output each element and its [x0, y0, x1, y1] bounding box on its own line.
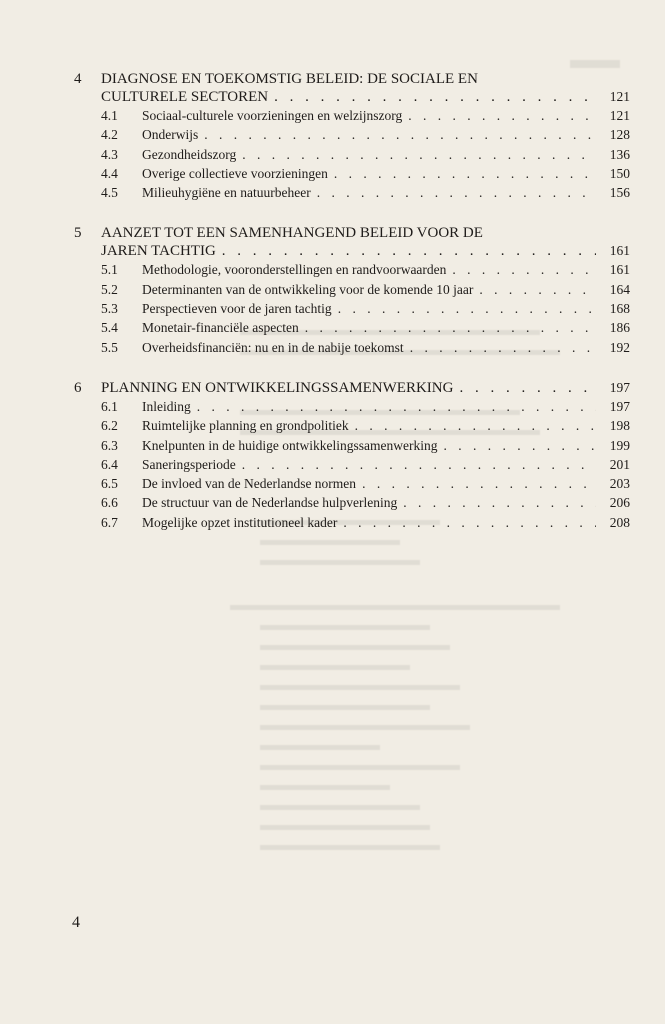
- section-page: 198: [609, 418, 630, 434]
- chapter-number: 5: [74, 225, 82, 242]
- section-title: Saneringsperiode: [142, 456, 236, 472]
- toc-entry: [74, 513, 630, 532]
- toc-entry: [74, 493, 630, 512]
- dot-leader: [198, 125, 596, 144]
- section-number: 6.7: [101, 514, 118, 530]
- section-title: Onderwijs: [142, 127, 199, 143]
- section-page: 168: [609, 301, 630, 317]
- section-page: 208: [609, 514, 630, 530]
- section-page: 203: [609, 476, 630, 492]
- chapter-page: 197: [609, 379, 630, 395]
- toc-entry: [74, 299, 630, 318]
- chapter-title-line1: AANZET TOT EEN SAMENHANGEND BELEID VOOR DE: [101, 225, 483, 242]
- section-number: 4.5: [101, 185, 118, 201]
- section-number: 6.6: [101, 495, 118, 511]
- section-title: Methodologie, vooronderstellingen en randvoorwaarden: [142, 262, 447, 278]
- section-page: 156: [609, 185, 630, 201]
- section-title: De structuur van de Nederlandse hulpverlening: [142, 495, 398, 511]
- chapter-6: [74, 379, 630, 532]
- chapter-title-line1: DIAGNOSE EN TOEKOMSTIG BELEID: DE SOCIALE EN: [101, 71, 478, 87]
- section-page: 197: [609, 398, 630, 414]
- section-page: 150: [609, 165, 630, 181]
- chapter-number: 6: [74, 379, 82, 396]
- dot-leader: [332, 299, 596, 318]
- section-number: 5.2: [101, 281, 118, 297]
- page-number: 4: [72, 914, 80, 931]
- toc-entry: [74, 183, 630, 202]
- chapter-page: 121: [609, 89, 630, 104]
- table-of-contents: [74, 70, 630, 554]
- section-number: 6.4: [101, 456, 118, 472]
- dot-leader: [349, 416, 596, 435]
- chapter-title-line2: JAREN TACHTIG: [101, 243, 216, 260]
- toc-entry: [74, 416, 630, 435]
- toc-entry: [74, 260, 630, 279]
- section-number: 4.3: [101, 146, 118, 162]
- section-page: 121: [609, 108, 630, 123]
- toc-entry: [74, 280, 630, 299]
- toc-entry: [74, 145, 630, 164]
- dot-leader: [337, 513, 596, 532]
- dot-leader: [397, 493, 596, 512]
- dot-leader: [446, 260, 596, 279]
- section-page: 128: [609, 127, 630, 143]
- dot-leader: [402, 106, 596, 125]
- dot-leader: [404, 338, 596, 357]
- dot-leader: [216, 242, 596, 260]
- dot-leader: [437, 436, 596, 455]
- section-title: Determinanten van de ontwikkeling voor de komende 10 jaar: [142, 281, 474, 297]
- chapter-number: 4: [74, 71, 82, 87]
- chapter-4: [74, 70, 630, 202]
- chapter-title: PLANNING EN ONTWIKKELINGSSAMENWERKING: [101, 379, 454, 396]
- section-number: 6.3: [101, 437, 118, 453]
- toc-entry: [74, 318, 630, 337]
- section-page: 192: [609, 339, 630, 355]
- section-number: 6.2: [101, 418, 118, 434]
- dot-leader: [191, 397, 596, 416]
- toc-entry: [74, 125, 630, 144]
- section-page: 136: [609, 146, 630, 162]
- section-page: 201: [609, 456, 630, 472]
- section-title: Overheidsfinanciën: nu en in de nabije toekomst: [142, 339, 404, 355]
- section-number: 4.4: [101, 165, 118, 181]
- section-title: De invloed van de Nederlandse normen: [142, 476, 357, 492]
- section-title: Gezondheidszorg: [142, 146, 237, 162]
- section-number: 6.5: [101, 476, 118, 492]
- section-number: 4.1: [101, 108, 118, 123]
- section-number: 4.2: [101, 127, 118, 143]
- section-title: Ruimtelijke planning en grondpolitiek: [142, 418, 349, 434]
- section-title: Milieuhygiëne en natuurbeheer: [142, 185, 311, 201]
- toc-entry: [74, 455, 630, 474]
- section-page: 164: [609, 281, 630, 297]
- section-title: Knelpunten in de huidige ontwikkelingssamenwerking: [142, 437, 438, 453]
- section-title: Inleiding: [142, 398, 191, 414]
- section-title: Perspectieven voor de jaren tachtig: [142, 301, 332, 317]
- toc-entry: [74, 474, 630, 493]
- dot-leader: [356, 474, 596, 493]
- chapter-heading: [74, 379, 630, 397]
- chapter-heading: [74, 70, 630, 106]
- chapter-title-line2: CULTURELE SECTOREN: [101, 89, 269, 105]
- section-title: Overige collectieve voorzieningen: [142, 165, 328, 181]
- section-page: 199: [609, 437, 630, 453]
- section-page: 206: [609, 495, 630, 511]
- dot-leader: [453, 379, 596, 397]
- dot-leader: [236, 455, 596, 474]
- section-title: Monetair-financiële aspecten: [142, 320, 299, 336]
- dot-leader: [299, 318, 596, 337]
- toc-entry: [74, 397, 630, 416]
- dot-leader: [311, 183, 596, 202]
- section-number: 5.1: [101, 262, 118, 278]
- section-title: Mogelijke opzet institutioneel kader: [142, 514, 338, 530]
- dot-leader: [473, 280, 596, 299]
- dot-leader: [236, 145, 596, 164]
- chapter-page: 161: [609, 243, 630, 259]
- section-title: Sociaal-culturele voorzieningen en welzijnszorg: [142, 108, 403, 123]
- section-number: 5.4: [101, 320, 118, 336]
- toc-entry: [74, 338, 630, 357]
- toc-entry: [74, 436, 630, 455]
- chapter-5: [74, 224, 630, 356]
- section-page: 186: [609, 320, 630, 336]
- dot-leader: [268, 88, 596, 106]
- toc-entry: [74, 164, 630, 183]
- toc-entry: [74, 106, 630, 125]
- section-number: 6.1: [101, 398, 118, 414]
- dot-leader: [328, 164, 596, 183]
- section-number: 5.5: [101, 339, 118, 355]
- chapter-heading: [74, 224, 630, 260]
- section-page: 161: [609, 262, 630, 278]
- section-number: 5.3: [101, 301, 118, 317]
